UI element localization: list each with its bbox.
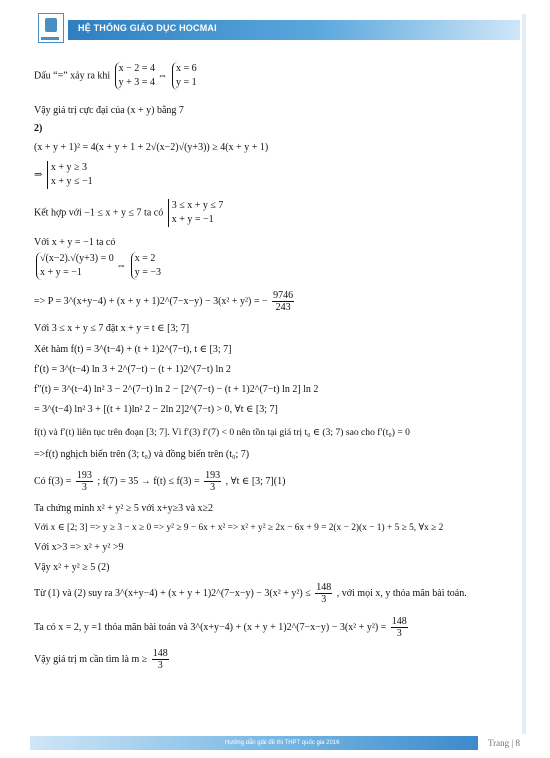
numerator: 9746	[273, 290, 294, 301]
numerator: 193	[76, 470, 92, 481]
line-23	[34, 616, 410, 639]
fraction	[391, 616, 408, 639]
line-2: Vậy giá trị cực đại của (x + y) bằng 7	[34, 105, 184, 116]
line-16: =>f(t) nghịch biến trên (3; t₀) và đồng biến trên (t₀; 7)	[34, 449, 250, 460]
iff-symbol: ⇔	[116, 260, 127, 272]
line-5	[34, 161, 93, 189]
text: => P = 3^(x+y−4) + (x + y + 1)2^(7−x−y) − 3(x² + y²) = −	[34, 295, 268, 307]
right-margin-bar	[522, 14, 526, 734]
eq: x − 2 = 4	[118, 63, 155, 74]
line-8	[34, 252, 161, 280]
line-20: Với x>3 => x² + y² >9	[34, 542, 124, 553]
eq: x + y ≤ −1	[50, 176, 93, 187]
numerator: 193	[205, 470, 221, 481]
page-header	[30, 10, 520, 44]
eq: x = 2	[134, 253, 156, 264]
eq: y + 3 = 4	[118, 77, 155, 88]
line-24	[34, 648, 171, 671]
eq: √(x−2).√(y+3) = 0	[40, 253, 114, 264]
eq: x + y = −1	[40, 267, 82, 278]
eq: 3 ≤ x + y ≤ 7	[171, 200, 224, 211]
line-13: f″(t) = 3^(t−4) ln² 3 − 2^(7−t) ln 2 − [2^(7−t) − (t + 1)2^(7−t) ln 2] ln 2	[34, 384, 319, 395]
text: Ta có x = 2, y =1 thỏa mãn bài toán và 3^(x+y−4) + (x + y + 1)2^(7−x−y) − 3(x² + y²) =	[34, 621, 387, 633]
numerator: 148	[391, 616, 407, 627]
line-15: f(t) và f′(t) liên tục trên đoạn [3; 7]. Vì f′(3) f′(7) < 0 nên tồn tại giá trị t₀ ∈ (3; 7) sao cho f′(t₀) = 0	[34, 427, 410, 438]
text: Từ (1) và (2) suy ra 3^(x+y−4) + (x + y + 1)2^(7−x−y) − 3(x² + y²) ≤	[34, 587, 311, 599]
system-2	[172, 62, 197, 90]
denominator: 3	[81, 482, 87, 493]
line-11: Xét hàm f(t) = 3^(t−4) + (t + 1)2^(7−t), t ∈ [3; 7]	[34, 344, 232, 355]
text: Dấu “=” xảy ra khi	[34, 70, 111, 82]
line-6	[34, 199, 223, 227]
text: ; f(7) = 35 → f(t) ≤ f(3) =	[97, 475, 200, 487]
part-2-heading: 2)	[34, 123, 43, 134]
line-21: Vậy x² + y² ≥ 5 (2)	[34, 562, 110, 573]
line-7: Với x + y = −1 ta có	[34, 237, 116, 248]
fraction	[204, 470, 221, 493]
text: , với mọi x, y thỏa mãn bài toán.	[336, 587, 467, 599]
header-bar	[68, 20, 520, 40]
denominator: 243	[275, 302, 291, 313]
system	[36, 252, 114, 280]
fraction	[272, 290, 294, 313]
eq: y = −3	[134, 267, 161, 278]
fraction	[76, 470, 93, 493]
bracket-system	[168, 199, 224, 227]
footer-text: Hướng dẫn giải đề thi THPT quốc gia 2016	[225, 740, 340, 746]
fraction	[152, 648, 169, 671]
footer-bar	[30, 736, 478, 750]
denominator: 3	[321, 594, 327, 605]
bracket-system	[47, 161, 93, 189]
denominator: 3	[396, 628, 402, 639]
line-14: = 3^(t−4) ln² 3 + [(t + 1)ln² 2 − 2ln 2]2^(7−t) > 0, ∀t ∈ [3; 7]	[34, 404, 278, 415]
line-4: (x + y + 1)² = 4(x + y + 1 + 2√(x−2)√(y+3)) ≥ 4(x + y + 1)	[34, 142, 269, 153]
text: Vậy giá trị m cần tìm là m ≥	[34, 653, 148, 665]
eq: x + y ≥ 3	[50, 162, 88, 173]
line-17	[34, 470, 285, 493]
implies-symbol: ⇒	[34, 169, 43, 181]
eq: x + y = −1	[171, 214, 214, 225]
eq: x = 6	[175, 63, 197, 74]
numerator: 148	[152, 648, 168, 659]
line-12: f′(t) = 3^(t−4) ln 3 + 2^(7−t) − (t + 1)2^(7−t) ln 2	[34, 364, 231, 375]
text: , ∀t ∈ [3; 7](1)	[225, 475, 286, 487]
header-title: HỆ THỐNG GIÁO DỤC HOCMAI	[78, 23, 217, 33]
fraction	[315, 582, 332, 605]
line-22	[34, 582, 467, 605]
line-10: Với 3 ≤ x + y ≤ 7 đặt x + y = t ∈ [3; 7]	[34, 323, 190, 334]
page-footer	[30, 734, 520, 752]
system-1	[115, 62, 155, 90]
denominator: 3	[210, 482, 216, 493]
eq: y = 1	[175, 77, 197, 88]
text: Kết hợp với −1 ≤ x + y ≤ 7 ta có	[34, 207, 164, 219]
page-number: Trang | 8	[488, 738, 520, 748]
system	[131, 252, 161, 280]
line-18: Ta chứng minh x² + y² ≥ 5 với x+y≥3 và x≥2	[34, 503, 214, 514]
numerator: 148	[316, 582, 332, 593]
denominator: 3	[157, 660, 163, 671]
line-1	[34, 62, 197, 90]
line-19: Với x ∈ [2; 3] => y ≥ 3 − x ≥ 0 => y² ≥ 9 − 6x + x² => x² + y² ≥ 2x − 6x + 9 = 2(x − 2)(x − 1) + 5 ≥ 5, ∀x ≥ 2	[34, 523, 444, 533]
iff-symbol: ⇔	[157, 70, 168, 82]
hocmai-logo-icon	[38, 13, 64, 43]
line-9	[34, 290, 296, 313]
text: Có f(3) =	[34, 475, 72, 487]
